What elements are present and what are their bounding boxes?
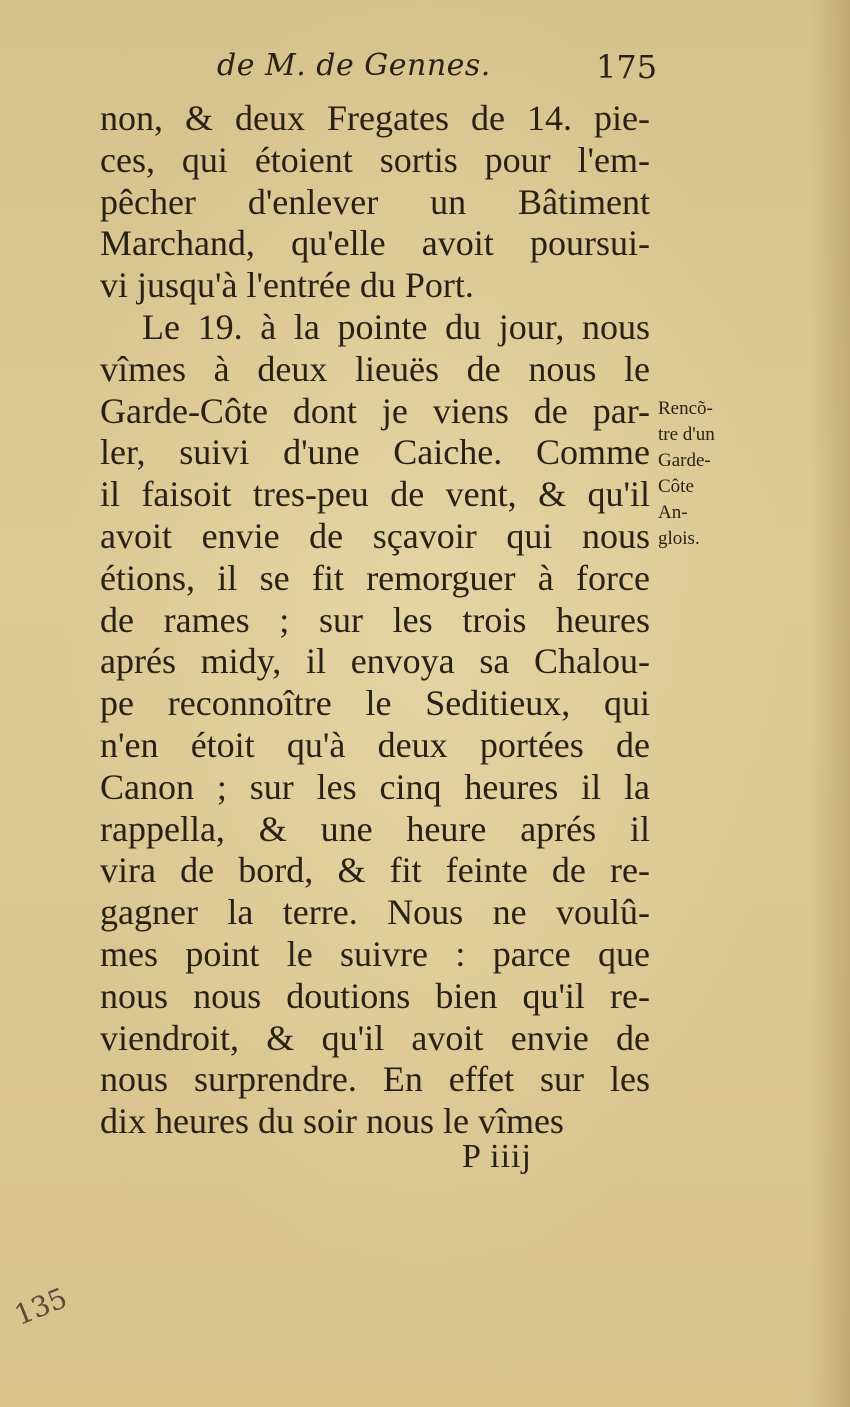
text-line: n'en étoit qu'à deux portées de xyxy=(100,724,650,765)
text-line: Le 19. à la pointe du jour, nous xyxy=(142,306,650,347)
margin-note-line: An- xyxy=(658,502,688,523)
text-line: Marchand, qu'elle avoit poursui- xyxy=(100,223,650,264)
margin-note-line: Côte xyxy=(658,476,694,497)
text-line: ler, suivi d'une Caiche. Comme xyxy=(100,432,650,473)
text-line: nous nous doutions bien qu'il re- xyxy=(100,975,650,1016)
text-line: pe reconnoître le Seditieux, qui xyxy=(100,683,650,724)
text-line: viendroit, & qu'il avoit envie de xyxy=(100,1017,650,1058)
text-line: de rames ; sur les trois heures xyxy=(100,599,650,640)
page-edge-shadow xyxy=(810,0,850,1407)
text-line: il faisoit tres-peu de vent, & qu'il xyxy=(100,474,650,515)
page-number: 175 xyxy=(596,48,658,86)
margin-note xyxy=(658,396,768,552)
text-line: Canon ; sur les cinq heures il la xyxy=(100,766,650,807)
text-line: rappella, & une heure aprés il xyxy=(100,808,650,849)
text-line: gagner la terre. Nous ne voulû- xyxy=(100,892,650,933)
body-text xyxy=(100,98,650,1143)
text-line: dix heures du soir nous le vîmes xyxy=(100,1101,564,1142)
running-title: de M. de Gennes. xyxy=(217,48,491,83)
text-line: nous surprendre. En effet sur les xyxy=(100,1059,650,1100)
text-line: aprés midy, il envoya sa Chalou- xyxy=(100,641,650,682)
margin-note-line: glois. xyxy=(658,528,700,549)
signature-mark: P iiij xyxy=(462,1138,532,1175)
text-line: étions, il se fit remorguer à force xyxy=(100,557,650,598)
handwritten-note: 135 xyxy=(9,1281,72,1332)
margin-note-line: Rencõ- xyxy=(658,398,713,419)
text-line: ces, qui étoient sortis pour l'em- xyxy=(100,139,650,180)
text-line: vîmes à deux lieuës de nous le xyxy=(100,348,650,389)
text-line: Garde-Côte dont je viens de par- xyxy=(100,390,650,431)
text-line: mes point le suivre : parce que xyxy=(100,933,650,974)
text-line: vi jusqu'à l'entrée du Port. xyxy=(100,265,474,306)
margin-note-line: tre d'un xyxy=(658,424,715,445)
text-line: vira de bord, & fit feinte de re- xyxy=(100,850,650,891)
text-line: pêcher d'enlever un Bâtiment xyxy=(100,181,650,222)
margin-note-line: Garde- xyxy=(658,450,711,471)
text-line: non, & deux Fregates de 14. pie- xyxy=(100,98,650,138)
text-line: avoit envie de sçavoir qui nous xyxy=(100,515,650,556)
